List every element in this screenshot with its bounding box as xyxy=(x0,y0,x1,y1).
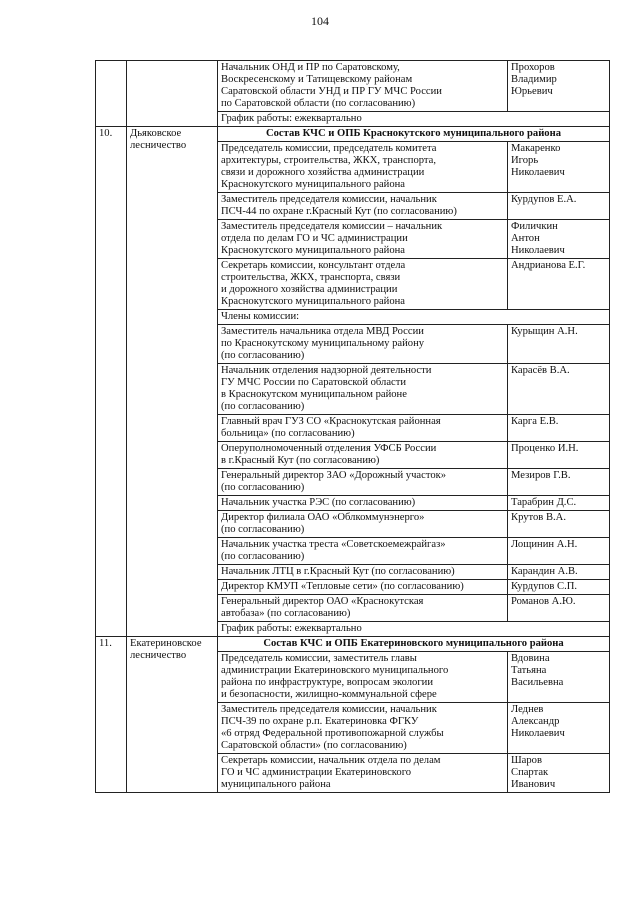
member-position-line: района по инфраструктуре, вопросам экологии xyxy=(221,677,434,688)
member-position-line: ГО и ЧС администрации Екатериновского xyxy=(221,767,412,778)
member-name xyxy=(508,142,610,193)
forestry-name xyxy=(127,127,218,637)
member-name-line: Карасёв В.А. xyxy=(511,365,570,376)
member-position-line: связи и дорожного хозяйства администрации xyxy=(221,167,425,178)
member-name-line: Макаренко xyxy=(511,143,561,154)
member-position-line: «6 отряд Федеральной противопожарной службы xyxy=(221,728,444,739)
member-position-line: Секретарь комиссии, консультант отдела xyxy=(221,260,406,271)
member-position-line: Воскресенскому и Татищевскому районам xyxy=(221,74,413,85)
member-position-line: (по согласованию) xyxy=(221,482,305,493)
member-position-line: (по согласованию) xyxy=(221,401,305,412)
member-name-line: Николаевич xyxy=(511,245,565,256)
member-position-line: Начальник участка треста «Советскоемежрайгаз» xyxy=(221,539,446,550)
member-position xyxy=(218,511,508,538)
member-name-line: Тарабрин Д.С. xyxy=(511,497,577,508)
member-name-line: Прохоров xyxy=(511,62,555,73)
member-position-line: Саратовской области УНД и ПР ГУ МЧС России xyxy=(221,86,442,97)
member-position xyxy=(218,193,508,220)
member-name-line: Николаевич xyxy=(511,167,565,178)
forestry-name-line: Екатериновское xyxy=(130,638,202,649)
member-position-line: (по согласованию) xyxy=(221,350,305,361)
member-position-line: Заместитель начальника отдела МВД России xyxy=(221,326,424,337)
member-name xyxy=(508,61,610,112)
forestry-name-line: лесничество xyxy=(130,650,187,661)
member-name-line: Курыщин А.Н. xyxy=(511,326,578,337)
member-position xyxy=(218,142,508,193)
member-name-line: Игорь xyxy=(511,155,539,166)
member-name-line: Курдупов С.П. xyxy=(511,581,578,592)
forestry-name xyxy=(127,61,218,127)
member-position-line: ПСЧ-39 по охране р.п. Екатериновка ФГКУ xyxy=(221,716,419,727)
member-name-line: Вдовина xyxy=(511,653,550,664)
member-position-line: Секретарь комиссии, начальник отдела по делам xyxy=(221,755,441,766)
member-position-line: и дорожного хозяйства администрации xyxy=(221,284,398,295)
member-position-line: ПСЧ-44 по охране г.Красный Кут (по согласованию) xyxy=(221,206,457,217)
forestry-name-line: Дьяковское xyxy=(130,128,182,139)
member-name xyxy=(508,415,610,442)
row-number: 10. xyxy=(96,127,127,637)
member-position-line: Главный врач ГУЗ СО «Краснокутская районная xyxy=(221,416,441,427)
member-position-line: (по согласованию) xyxy=(221,524,305,535)
commission-table xyxy=(95,60,610,793)
member-name xyxy=(508,469,610,496)
forestry-name xyxy=(127,637,218,793)
member-name xyxy=(508,442,610,469)
member-position xyxy=(218,469,508,496)
member-name-line: Владимир xyxy=(511,74,557,85)
member-name xyxy=(508,565,610,580)
section-row xyxy=(96,127,610,142)
member-position-line: Начальник ОНД и ПР по Саратовскому, xyxy=(221,62,400,73)
member-position-line: Краснокутского муниципального района xyxy=(221,179,406,190)
member-position-line: отдела по делам ГО и ЧС администрации xyxy=(221,233,408,244)
member-name-line: Леднев xyxy=(511,704,544,715)
member-name xyxy=(508,496,610,511)
member-position xyxy=(218,325,508,364)
member-name-line: Васильевна xyxy=(511,677,564,688)
member-name-line: Филичкин xyxy=(511,221,558,232)
member-position-line: Краснокутского муниципального района xyxy=(221,245,406,256)
row-number: 11. xyxy=(96,637,127,793)
member-name-line: Романов А.Ю. xyxy=(511,596,576,607)
member-name xyxy=(508,511,610,538)
member-position-line: архитектуры, строительства, ЖКХ, транспорта, xyxy=(221,155,437,166)
note-text: Члены комиссии: xyxy=(218,310,610,325)
member-position-line: Оперуполномоченный отделения УФСБ России xyxy=(221,443,437,454)
section-row xyxy=(96,637,610,652)
member-position-line: автобаза» (по согласованию) xyxy=(221,608,351,619)
member-position xyxy=(218,259,508,310)
member-position xyxy=(218,652,508,703)
section-header xyxy=(218,127,610,142)
member-row xyxy=(96,61,610,112)
member-name xyxy=(508,538,610,565)
member-name xyxy=(508,754,610,793)
member-name-line: Курдупов Е.А. xyxy=(511,194,577,205)
member-name-line: Проценко И.Н. xyxy=(511,443,579,454)
member-position-line: и безопасности, жилищно-коммунальной сфере xyxy=(221,689,437,700)
member-position-line: по Саратовской области (по согласованию) xyxy=(221,98,416,109)
member-position-line: строительства, ЖКХ, транспорта, связи xyxy=(221,272,401,283)
member-position-line: Начальник ЛТЦ в г.Красный Кут (по согласованию) xyxy=(221,566,455,577)
member-position-line: по Краснокутскому муниципальному району xyxy=(221,338,425,349)
note-text: График работы: ежеквартально xyxy=(218,112,610,127)
member-name-line: Иванович xyxy=(511,779,556,790)
member-name xyxy=(508,220,610,259)
member-position-line: (по согласованию) xyxy=(221,551,305,562)
member-name-line: Шаров xyxy=(511,755,542,766)
member-position xyxy=(218,595,508,622)
member-name xyxy=(508,364,610,415)
member-position xyxy=(218,364,508,415)
member-position-line: Председатель комиссии, заместитель главы xyxy=(221,653,417,664)
forestry-name-line: лесничество xyxy=(130,140,187,151)
page-number: 104 xyxy=(311,14,329,28)
note-text: График работы: ежеквартально xyxy=(218,622,610,637)
member-position xyxy=(218,442,508,469)
member-position-line: Директор филиала ОАО «Облкоммунэнерго» xyxy=(221,512,425,523)
member-name-line: Спартак xyxy=(511,767,549,778)
member-position-line: ГУ МЧС России по Саратовской области xyxy=(221,377,407,388)
row-number xyxy=(96,61,127,127)
member-name-line: Александр xyxy=(511,716,560,727)
member-position xyxy=(218,61,508,112)
member-position xyxy=(218,220,508,259)
member-position-line: Генеральный директор ЗАО «Дорожный участок» xyxy=(221,470,447,481)
member-position xyxy=(218,415,508,442)
member-name-line: Мезиров Г.В. xyxy=(511,470,571,481)
member-name xyxy=(508,259,610,310)
member-name-line: Андрианова Е.Г. xyxy=(511,260,586,271)
member-name-line: Карандин А.В. xyxy=(511,566,578,577)
member-name-line: Юрьевич xyxy=(511,86,553,97)
member-position xyxy=(218,703,508,754)
member-position-line: Директор КМУП «Тепловые сети» (по согласованию) xyxy=(221,581,464,592)
member-name xyxy=(508,595,610,622)
member-name-line: Николаевич xyxy=(511,728,565,739)
member-position-line: Заместитель председателя комиссии – начальник xyxy=(221,221,443,232)
member-position-line: больница» (по согласованию) xyxy=(221,428,355,439)
member-position-line: Заместитель председателя комиссии, начальник xyxy=(221,704,437,715)
member-position xyxy=(218,496,508,511)
member-position-line: Краснокутского муниципального района xyxy=(221,296,406,307)
member-name xyxy=(508,703,610,754)
section-header-text: Состав КЧС и ОПБ Екатериновского муниципального района xyxy=(263,638,564,649)
member-position-line: в Краснокутском муниципальном районе xyxy=(221,389,407,400)
section-header-text: Состав КЧС и ОПБ Краснокутского муниципального района xyxy=(265,128,561,139)
section-header xyxy=(218,637,610,652)
member-position-line: Начальник отделения надзорной деятельности xyxy=(221,365,432,376)
member-position xyxy=(218,565,508,580)
member-name-line: Лощинин А.Н. xyxy=(511,539,578,550)
member-position-line: Генеральный директор ОАО «Краснокутская xyxy=(221,596,424,607)
member-name xyxy=(508,325,610,364)
member-position-line: муниципального района xyxy=(221,779,331,790)
member-name xyxy=(508,193,610,220)
member-position-line: в г.Красный Кут (по согласованию) xyxy=(221,455,380,466)
member-position-line: Заместитель председателя комиссии, начальник xyxy=(221,194,437,205)
member-name-line: Крутов В.А. xyxy=(511,512,566,523)
member-name-line: Антон xyxy=(511,233,540,244)
member-name xyxy=(508,652,610,703)
member-position-line: Начальник участка РЭС (по согласованию) xyxy=(221,497,416,508)
member-position xyxy=(218,580,508,595)
member-position-line: Саратовской области» (по согласованию) xyxy=(221,740,407,751)
member-position-line: Председатель комиссии, председатель комитета xyxy=(221,143,437,154)
member-position-line: администрации Екатериновского муниципального xyxy=(221,665,449,676)
member-name-line: Татьяна xyxy=(511,665,547,676)
member-position xyxy=(218,538,508,565)
member-position xyxy=(218,754,508,793)
member-name xyxy=(508,580,610,595)
member-name-line: Карга Е.В. xyxy=(511,416,559,427)
